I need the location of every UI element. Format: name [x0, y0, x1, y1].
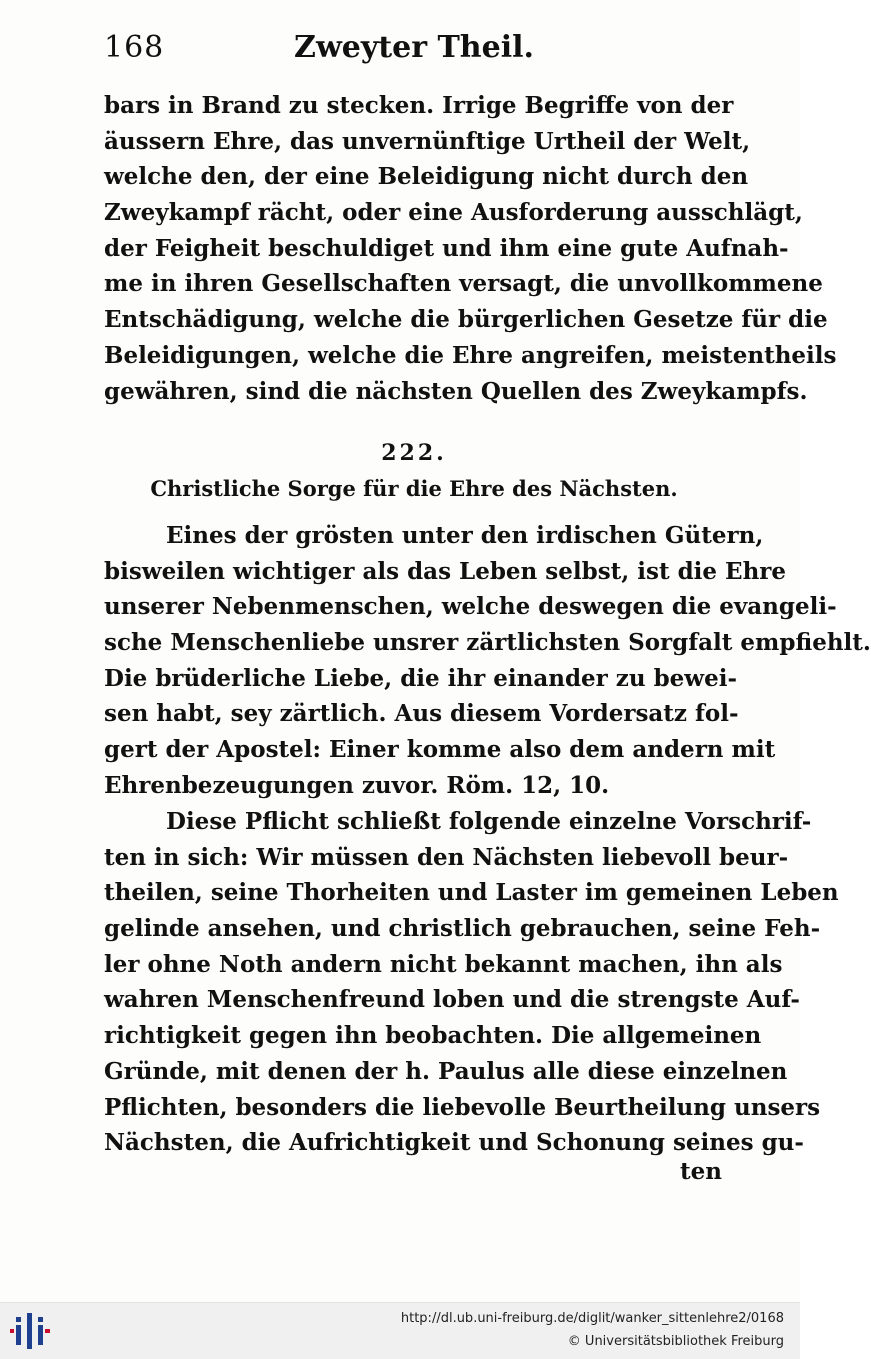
text-line: Beleidigungen, welche die Ehre angreifen, meistentheils: [104, 341, 837, 369]
paragraph-1: [104, 88, 837, 409]
page-number: 168: [104, 30, 165, 65]
text-line: äussern Ehre, das unvernünftige Urtheil der Welt,: [104, 127, 751, 155]
text-line: Nächsten, die Aufrichtigkeit und Schonung seines gu-: [104, 1129, 804, 1157]
text-line: Ehrenbezeugungen zuvor. Röm. 12, 10.: [104, 771, 610, 799]
viewer-footer: [0, 1302, 800, 1359]
text-line: sen habt, sey zärtlich. Aus diesem Vordersatz fol-: [104, 700, 739, 728]
text-line: Zweykampf rächt, oder eine Ausforderung ausschlägt,: [104, 199, 803, 227]
text-line: Gründe, mit denen der h. Paulus alle diese einzelnen: [104, 1057, 788, 1085]
text-line: me in ihren Gesellschaften versagt, die unvollkommene: [104, 270, 823, 298]
text-line: gert der Apostel: Einer komme also dem andern mit: [104, 736, 776, 764]
text-line: gelinde ansehen, und christlich gebrauchen, seine Feh-: [104, 915, 821, 943]
text-line: bisweilen wichtiger als das Leben selbst, ist die Ehre: [104, 557, 787, 585]
text-line: Diese Pflicht schließt folgende einzelne Vorschrif-: [166, 808, 812, 835]
text-line: unserer Nebenmenschen, welche deswegen die evangeli-: [104, 593, 837, 621]
paragraph-3: [104, 804, 839, 1161]
ub-freiburg-logo-icon[interactable]: [10, 1311, 50, 1351]
text-line: wahren Menschenfreund loben und die strengste Auf-: [104, 986, 800, 1014]
text-line: sche Menschenliebe unsrer zärtlichsten Sorgfalt empfiehlt.: [104, 629, 871, 657]
section-heading: Christliche Sorge für die Ehre des Nächsten.: [150, 476, 678, 501]
text-line: der Feigheit beschuldiget und ihm eine gute Aufnah-: [104, 234, 789, 262]
text-line: gewähren, sind die nächsten Quellen des Zweykampfs.: [104, 377, 808, 405]
running-title: Zweyter Theil.: [294, 30, 534, 65]
text-line: theilen, seine Thorheiten und Laster im gemeinen Leben: [104, 879, 839, 907]
catchword: ten: [680, 1158, 722, 1185]
text-line: welche den, der eine Beleidigung nicht durch den: [104, 163, 749, 191]
text-line: Eines der grösten unter den irdischen Gütern,: [166, 522, 764, 549]
page-header: [104, 30, 724, 74]
text-line: ten in sich: Wir müssen den Nächsten liebevoll beur-: [104, 843, 789, 871]
paragraph-2: [104, 518, 871, 804]
text-line: Entschädigung, welche die bürgerlichen Gesetze für die: [104, 306, 828, 334]
permalink-url[interactable]: http://dl.ub.uni-freiburg.de/diglit/wanker_sittenlehre2/0168: [400, 1311, 784, 1326]
text-line: bars in Brand zu stecken. Irrige Begriffe von der: [104, 92, 734, 119]
text-line: Die brüderliche Liebe, die ihr einander zu bewei-: [104, 664, 738, 692]
section-number: 222.: [381, 440, 447, 466]
text-line: ler ohne Noth andern nicht bekannt machen, ihn als: [104, 950, 783, 978]
text-line: richtigkeit gegen ihn beobachten. Die allgemeinen: [104, 1022, 762, 1050]
text-line: Pflichten, besonders die liebevolle Beurtheilung unsers: [104, 1093, 821, 1121]
copyright-notice: © Universitätsbibliothek Freiburg: [567, 1334, 784, 1349]
